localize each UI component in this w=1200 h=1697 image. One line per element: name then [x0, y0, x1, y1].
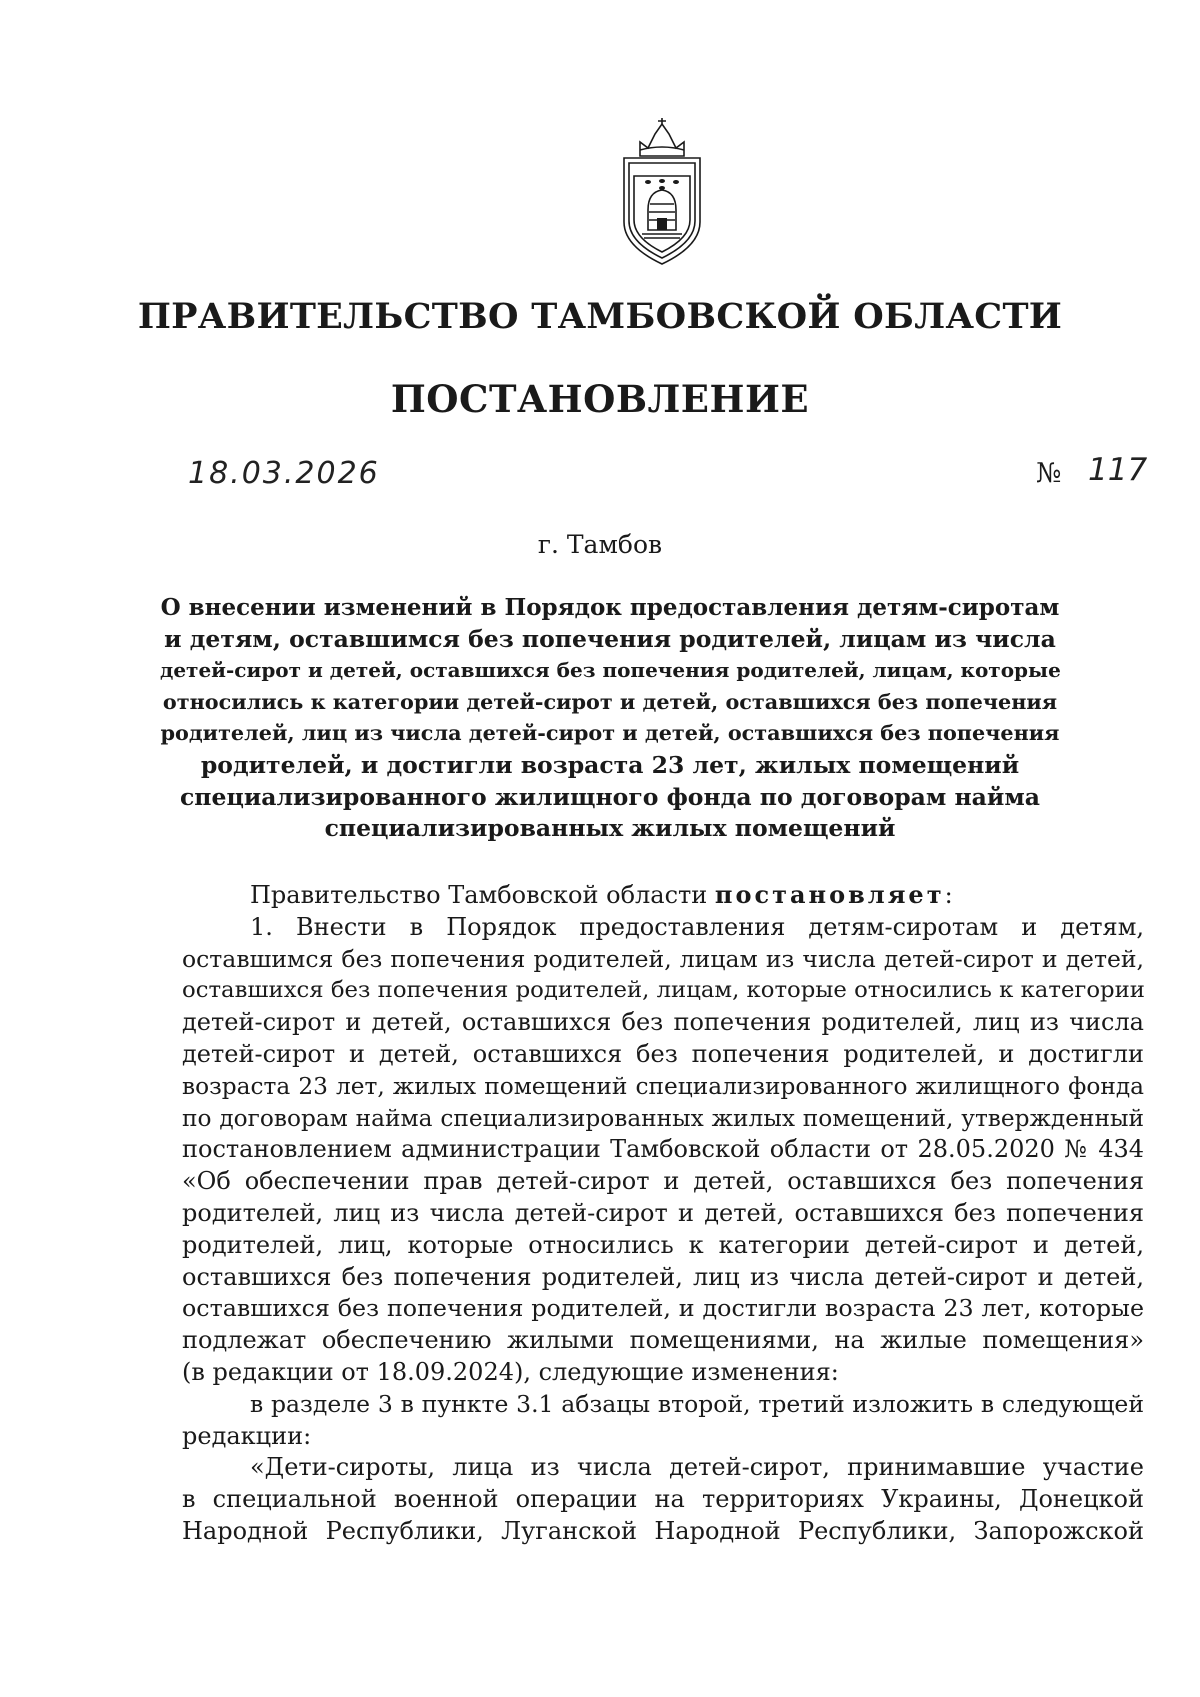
body-line: 1. Внести в Порядок предоставления детям-сиротам и детям,	[250, 912, 1144, 941]
body-line: оставшихся без попечения родителей, лицам, которые относились к категории	[182, 977, 1145, 1004]
title-line: родителей, и достигли возраста 23 лет, жилых помещений	[200, 750, 1020, 779]
document-number: 117	[1088, 452, 1148, 488]
body-line: оставшимся без попечения родителей, лицам из числа детей-сирот и детей,	[182, 944, 1144, 973]
body-line: в специальной военной операции на территориях Украины, Донецкой	[182, 1485, 1144, 1514]
body-line: родителей, лиц из числа детей-сирот и детей, оставшихся без попечения	[182, 1198, 1144, 1227]
title-line: родителей, лиц из числа детей-сирот и детей, оставшихся без попечения	[160, 721, 1060, 746]
document-type: ПОСТАНОВЛЕНИЕ	[390, 377, 810, 421]
intro-colon: :	[944, 881, 953, 909]
intro-text: Правительство Тамбовской области	[250, 881, 715, 909]
title-line: детей-сирот и детей, оставшихся без попечения родителей, лицам, которые	[160, 658, 1061, 683]
title-line: специализированного жилищного фонда по договорам найма	[180, 782, 1040, 811]
organization-name: ПРАВИТЕЛЬСТВО ТАМБОВСКОЙ ОБЛАСТИ	[137, 296, 1063, 337]
city: г. Тамбов	[537, 530, 663, 559]
body-line: «Об обеспечении прав детей-сирот и детей, оставшихся без попечения	[182, 1167, 1144, 1196]
body-line: «Дети-сироты, лица из числа детей-сирот, принимавшие участие	[250, 1453, 1144, 1482]
body-line: в разделе 3 в пункте 3.1 абзацы второй, третий изложить в следующей	[250, 1389, 1144, 1418]
document-date: 18.03.2026	[188, 456, 380, 491]
body-line: редакции:	[182, 1421, 312, 1450]
title-line: специализированных жилых помещений	[324, 814, 896, 843]
coat-of-arms-emblem	[610, 118, 714, 268]
document-title	[160, 592, 1060, 845]
intro-keyword: постановляет	[714, 880, 945, 909]
title-line: относились к категории детей-сирот и детей, оставшихся без попечения	[162, 689, 1058, 714]
body-line: родителей, лиц, которые относились к категории детей-сирот и детей,	[182, 1230, 1144, 1259]
body-line: детей-сирот и детей, оставшихся без попечения родителей, лиц из числа	[182, 1008, 1144, 1037]
body-line: оставшихся без попечения родителей, и достигли возраста 23 лет, которые	[182, 1294, 1144, 1323]
body-line: Народной Республики, Луганской Народной Республики, Запорожской	[182, 1516, 1144, 1545]
body-line: постановлением администрации Тамбовской области от 28.05.2020 № 434	[182, 1135, 1144, 1164]
intro-line	[182, 879, 1144, 912]
document-body	[182, 879, 1144, 1548]
body-line: возраста 23 лет, жилых помещений специализированного жилищного фонда	[182, 1072, 1144, 1100]
body-line: оставшихся без попечения родителей, лиц из числа детей-сирот и детей,	[182, 1262, 1144, 1291]
body-line: по договорам найма специализированных жилых помещений, утвержденный	[182, 1104, 1144, 1132]
body-line: (в редакции от 18.09.2024), следующие изменения:	[182, 1357, 839, 1386]
body-line: детей-сирот и детей, оставшихся без попечения родителей, и достигли	[182, 1039, 1144, 1068]
title-line: О внесении изменений в Порядок предоставления детям-сиротам	[160, 594, 1060, 621]
body-line: подлежат обеспечению жилыми помещениями, на жилые помещения»	[182, 1326, 1144, 1355]
title-line: и детям, оставшимся без попечения родителей, лицам из числа	[164, 624, 1056, 653]
number-label: №	[1036, 458, 1062, 489]
